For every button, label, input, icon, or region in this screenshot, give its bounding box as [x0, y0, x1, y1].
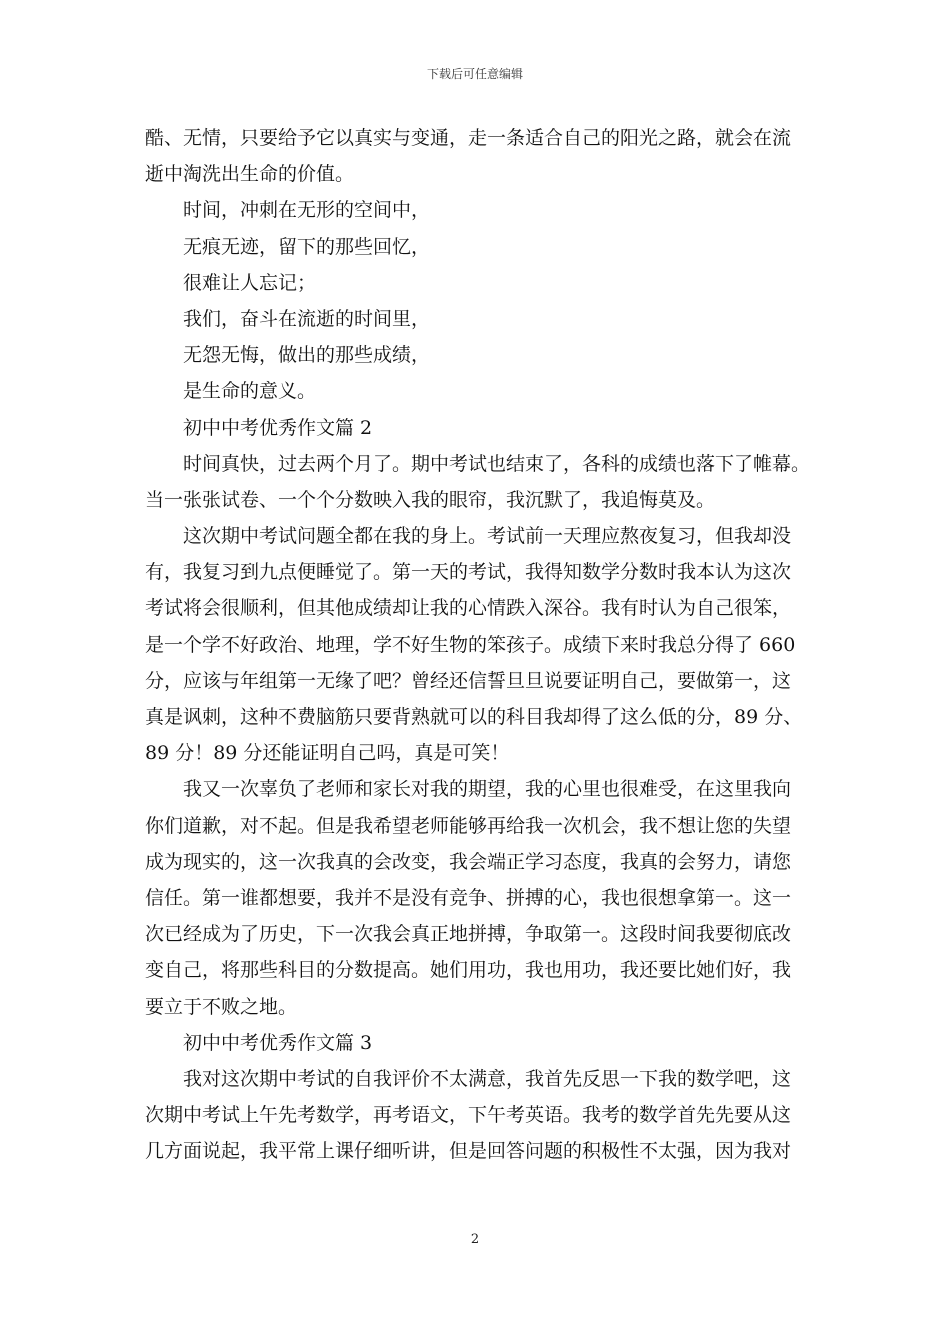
text-line: 次期中考试上午先考数学，再考语文，下午考英语。我考的数学首先先要从这: [145, 1104, 792, 1127]
document-body: [145, 120, 810, 1169]
text-line: 考试将会很顺利，但其他成绩却让我的心情跌入深谷。我有时认为自己很笨，: [145, 597, 792, 620]
text-line: 酷、无情，只要给予它以真实与变通，走一条适合自己的阳光之路，就会在流: [145, 127, 792, 149]
text-line: 初中中考优秀作文篇 2: [183, 416, 373, 439]
text-line: 当一张张试卷、一个个分数映入我的眼帘，我沉默了，我追悔莫及。: [145, 488, 716, 511]
text-line: 分，应该与年组第一无缘了吧？曾经还信誓旦旦说要证明自己，要做第一，这: [145, 669, 792, 692]
text-line: 我又一次辜负了老师和家长对我的期望，我的心里也很难受，在这里我向: [183, 778, 792, 801]
page-header: 下载后可任意编辑: [426, 67, 523, 81]
page-number: 2: [470, 1232, 480, 1247]
text-line: 我对这次期中考试的自我评价不太满意，我首先反思一下我的数学吧，这: [183, 1067, 792, 1090]
text-line: 时间，冲刺在无形的空间中，: [183, 199, 431, 222]
text-line: 信任。第一谁都想要，我并不是没有竞争、拼搏的心，我也很想拿第一。这一: [145, 886, 792, 909]
text-line: 逝中淘洗出生命的价值。: [145, 163, 355, 186]
text-line: 真是讽刺，这种不费脑筋只要背熟就可以的科目我却得了这么低的分，89 分、: [145, 706, 803, 728]
text-line: 你们道歉，对不起。但是我希望老师能够再给我一次机会，我不想让您的失望: [145, 814, 792, 837]
text-line: 是一个学不好政治、地理，学不好生物的笨孩子。成绩下来时我总分得了 660: [145, 633, 796, 656]
text-line: 初中中考优秀作文篇 3: [183, 1031, 373, 1054]
text-line: 89 分！89 分还能证明自己吗，真是可笑！: [145, 742, 510, 765]
text-line: 时间真快，过去两个月了。期中考试也结束了，各科的成绩也落下了帷幕。: [183, 452, 810, 475]
text-line: 变自己，将那些科目的分数提高。她们用功，我也用功，我还要比她们好，我: [145, 959, 792, 982]
text-line: 我们，奋斗在流逝的时间里，: [183, 307, 431, 330]
text-line: 是生命的意义。: [183, 380, 317, 403]
text-line: 有，我复习到九点便睡觉了。第一天的考试，我得知数学分数时我本认为这次: [145, 561, 792, 584]
text-line: 这次期中考试问题全都在我的身上。考试前一天理应熬夜复习，但我却没: [183, 525, 792, 548]
text-line: 要立于不败之地。: [145, 995, 298, 1018]
text-line: 次已经成为了历史，下一次我会真正地拼搏，争取第一。这段时间我要彻底改: [145, 923, 792, 946]
text-line: 无痕无迹，留下的那些回忆，: [183, 235, 431, 258]
text-line: 几方面说起，我平常上课仔细听讲，但是回答问题的积极性不太强，因为我对: [145, 1140, 792, 1163]
text-line: 很难让人忘记；: [183, 271, 317, 294]
text-line: 无怨无悔，做出的那些成绩，: [183, 344, 431, 367]
text-line: 成为现实的，这一次我真的会改变，我会端正学习态度，我真的会努力，请您: [145, 850, 792, 873]
